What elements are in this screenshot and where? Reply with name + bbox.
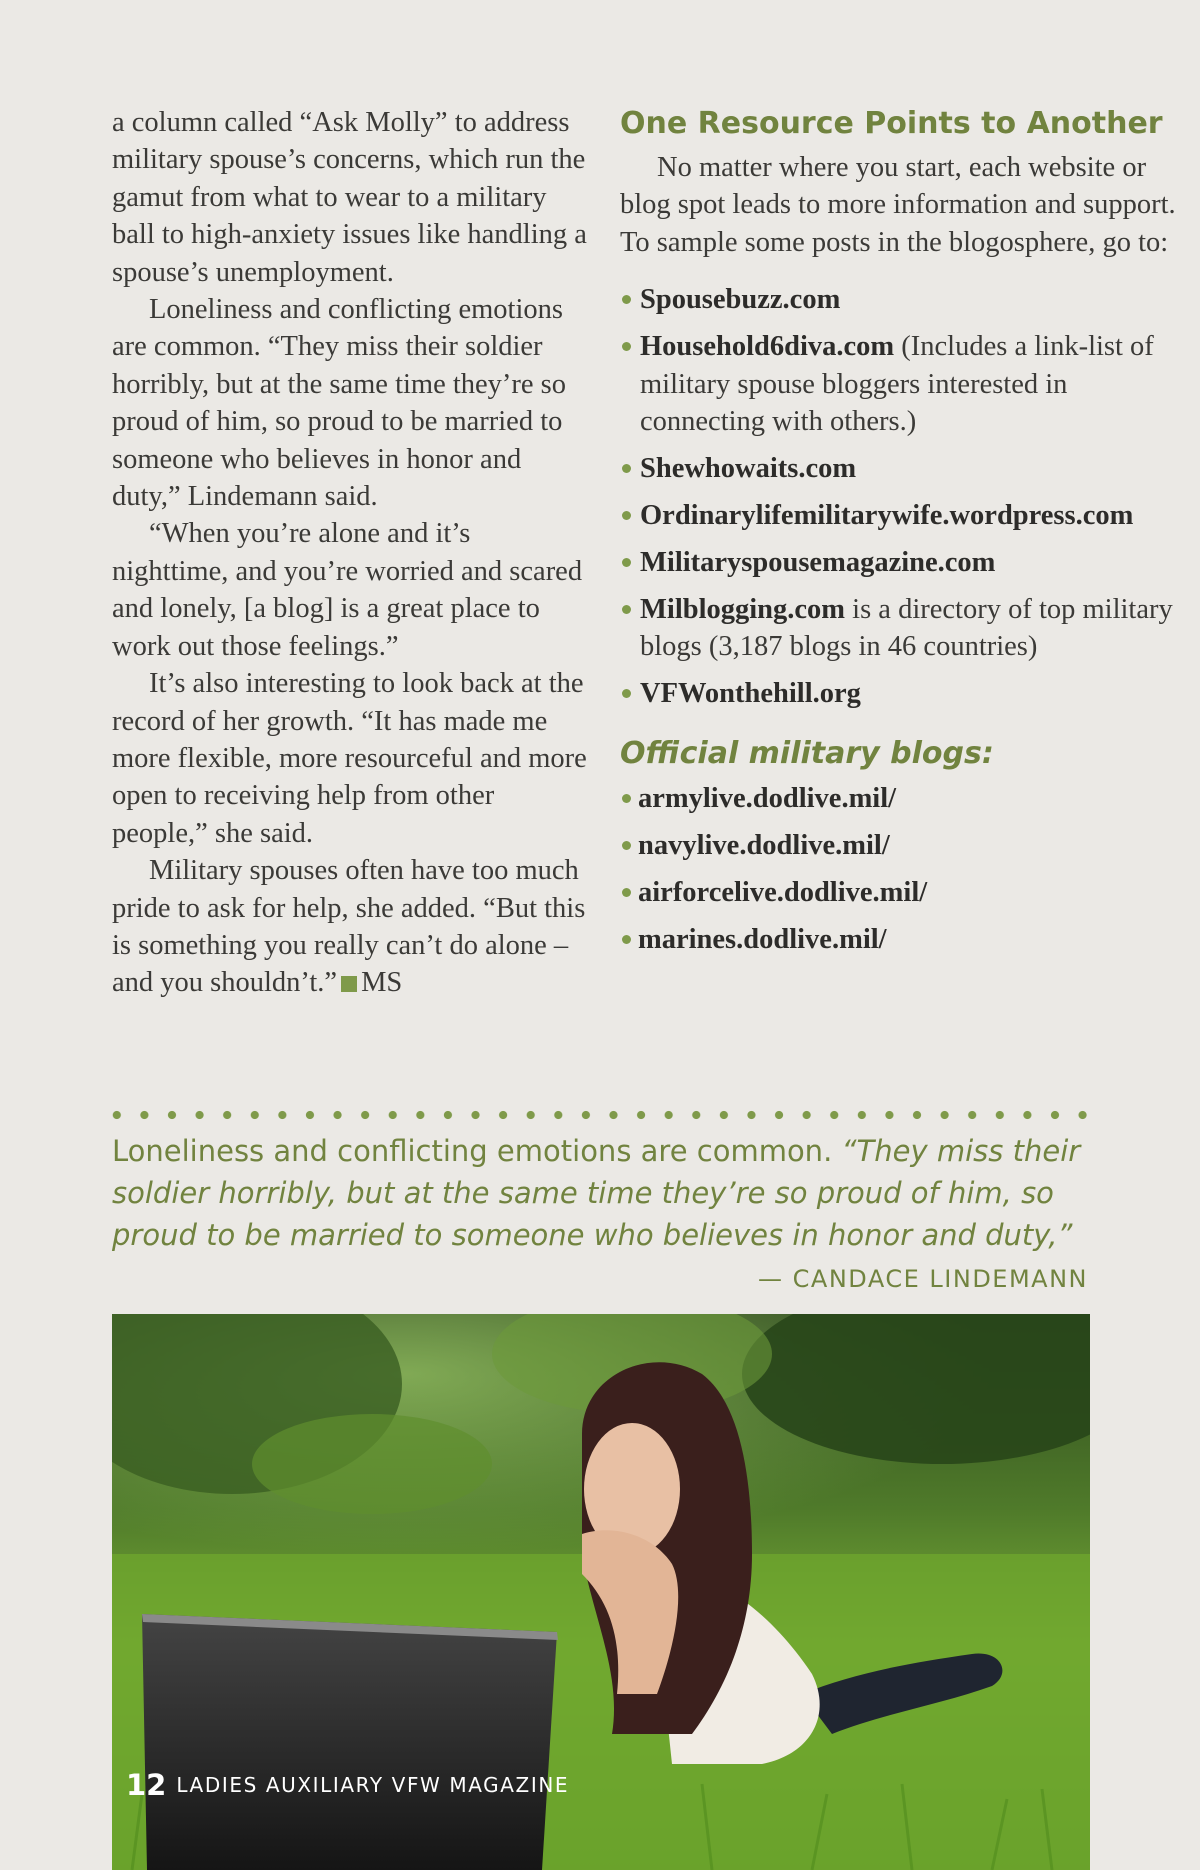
list-item xyxy=(620,874,1180,911)
list-item xyxy=(620,780,1180,817)
blog-link[interactable]: airforcelive.dodlive.mil/ xyxy=(638,877,928,909)
body-paragraph: Loneliness and conflicting emotions are common. “They miss their soldier horribly, but at the same time they’re so proud of him, so proud to be married to someone who believes in honor and duty,” Lindemann said. xyxy=(112,294,567,513)
pull-quote xyxy=(112,1130,1102,1256)
quote-attribution: — CANDACE LINDEMANN xyxy=(758,1265,1088,1293)
blog-link[interactable]: armylive.dodlive.mil/ xyxy=(638,783,897,815)
site-link[interactable]: Milblogging.com xyxy=(640,593,846,625)
site-link[interactable]: Shewhowaits.com xyxy=(640,452,857,484)
site-note: (Includes a link-list of military spouse bloggers interested in connecting with others.) xyxy=(640,331,1154,437)
list-item xyxy=(620,544,1180,581)
site-link[interactable]: Spousebuzz.com xyxy=(640,284,841,316)
pull-quote-lead: Loneliness and conflicting emotions are common. xyxy=(112,1134,833,1168)
list-item xyxy=(620,675,1180,712)
list-item xyxy=(620,328,1180,440)
page-footer xyxy=(126,1768,569,1802)
list-item xyxy=(620,827,1180,864)
list-item xyxy=(620,591,1180,666)
official-blogs-heading: Official military blogs: xyxy=(620,736,994,772)
site-note: is a directory of top military blogs (3,187 blogs in 46 countries) xyxy=(640,593,1173,662)
resource-site-list xyxy=(620,281,1180,712)
site-link[interactable]: Household6diva.com xyxy=(640,331,895,363)
site-link[interactable]: Ordinarylifemilitarywife.wordpress.com xyxy=(640,499,1134,531)
site-link[interactable]: Militaryspousemagazine.com xyxy=(640,546,996,578)
magazine-name: LADIES AUXILIARY VFW MAGAZINE xyxy=(176,1773,570,1797)
dotted-divider xyxy=(112,1110,1090,1120)
body-paragraph: It’s also interesting to look back at the record of her growth. “It has made me more flexible, more resourceful and more open to receiving help from other people,” she said. xyxy=(112,668,587,849)
official-blog-list xyxy=(620,780,1180,958)
resources-heading: One Resource Points to Another xyxy=(620,106,1163,141)
resources-intro: No matter where you start, each website or blog spot leads to more information and support. To sample some posts in the blogosphere, go to: xyxy=(620,152,1176,258)
body-paragraph-last xyxy=(112,852,592,1002)
left-article-column xyxy=(112,104,592,1002)
blog-link[interactable]: navylive.dodlive.mil/ xyxy=(638,830,890,862)
list-item xyxy=(620,921,1180,958)
site-link[interactable]: VFWonthehill.org xyxy=(640,677,861,709)
body-paragraph-text: Military spouses often have too much pride to ask for help, she added. “But this is something you really can’t do alone – and you shouldn’t.” xyxy=(112,855,586,999)
end-of-story-square-icon xyxy=(341,976,357,992)
resources-sidebar xyxy=(620,104,1180,968)
blog-link[interactable]: marines.dodlive.mil/ xyxy=(638,924,887,955)
page-number: 12 xyxy=(126,1768,167,1802)
body-paragraph: a column called “Ask Molly” to address military spouse’s concerns, which run the gamut from what to wear to a military ball to high-anxiety issues like handling a spouse’s unemployment. xyxy=(112,107,587,288)
list-item xyxy=(620,497,1180,534)
body-paragraph: “When you’re alone and it’s nighttime, and you’re worried and scared and lonely, [a blog] is a great place to work out those feelings.” xyxy=(112,518,583,662)
list-item xyxy=(620,281,1180,318)
pull-quote-text: “They miss their soldier horribly, but at the same time they’re so proud of him, so proud to be married to someone who believes in honor and duty,” xyxy=(112,1134,1081,1252)
author-initials: MS xyxy=(361,967,403,999)
list-item xyxy=(620,450,1180,487)
